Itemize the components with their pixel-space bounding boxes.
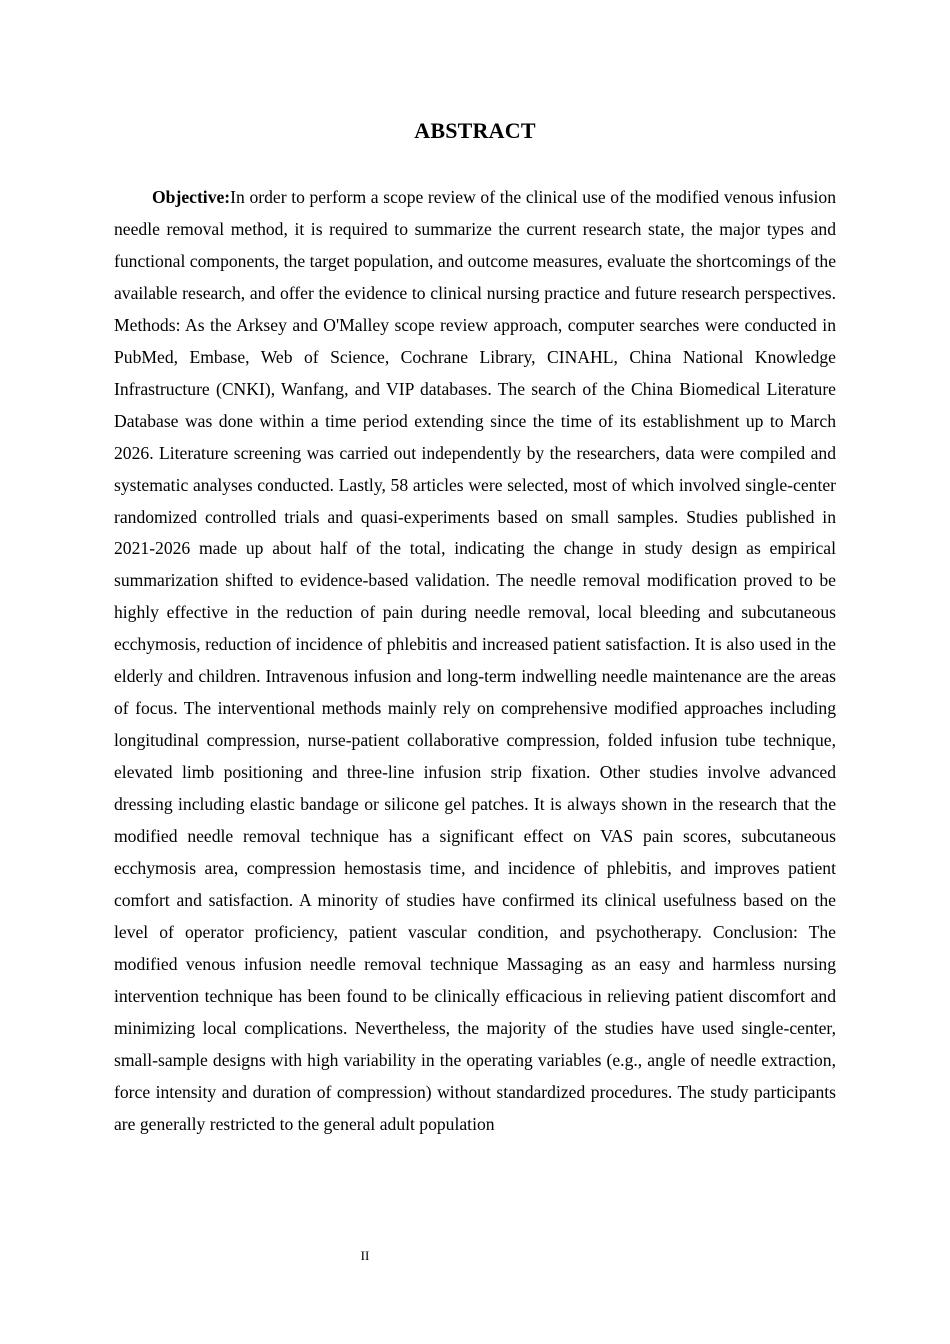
page-title: ABSTRACT: [414, 118, 536, 143]
abstract-body: In order to perform a scope review of the clinical use of the modified venous infusion needle removal method, it is required to summarize the current research state, the major types and functional components, the target population, and outcome measures, evaluate the shortcomings of the available research, and offer the evidence to clinical nursing practice and future research perspectives. Methods: As the Arksey and O'Malley scope review approach, computer searches were conducted in PubMed, Embase, Web of Science, Cochrane Library, CINAHL, China National Knowledge Infrastructure (CNKI), Wanfang, and VIP databases. The search of the China Biomedical Literature Database was done within a time period extending since the time of its establishment up to March 2026. Literature screening was carried out independently by the researchers, data were compiled and systematic analyses conducted. Lastly, 58 articles were selected, most of which involved single-center randomized controlled trials and quasi-experiments based on small samples. Studies published in 2021-2026 made up about half of the total, indicating the change in study design as empirical summarization shifted to evidence-based validation. The needle removal modification proved to be highly effective in the reduction of pain during needle removal, local bleeding and subcutaneous ecchymosis, reduction of incidence of phlebitis and increased patient satisfaction. It is also used in the elderly and children. Intravenous infusion and long-term indwelling needle maintenance are the areas of focus. The interventional methods mainly rely on comprehensive modified approaches including longitudinal compression, nurse-patient collaborative compression, folded infusion tube technique, elevated limb positioning and three-line infusion strip fixation. Other studies involve advanced dressing including elastic bandage or silicone gel patches. It is always shown in the research that the modified needle removal technique has a significant effect on VAS pain scores, subcutaneous ecchymosis area, compression hemostasis time, and incidence of phlebitis, and improves patient comfort and satisfaction. A minority of studies have confirmed its clinical usefulness based on the level of operator proficiency, patient vascular condition, and psychotherapy. Conclusion: The modified venous infusion needle removal technique Massaging as an easy and harmless nursing intervention technique has been found to be clinically efficacious in relieving patient discomfort and minimizing local complications. Nevertheless, the majority of the studies have used single-center, small-sample designs with high variability in the operating variables (e.g., angle of needle extraction, force intensity and duration of compression) without standardized procedures. The study participants are generally restricted to the general adult population: [114, 187, 836, 1134]
objective-label: Objective:: [152, 187, 231, 207]
page-number: II: [360, 1248, 370, 1263]
abstract-paragraph: [114, 182, 836, 1141]
